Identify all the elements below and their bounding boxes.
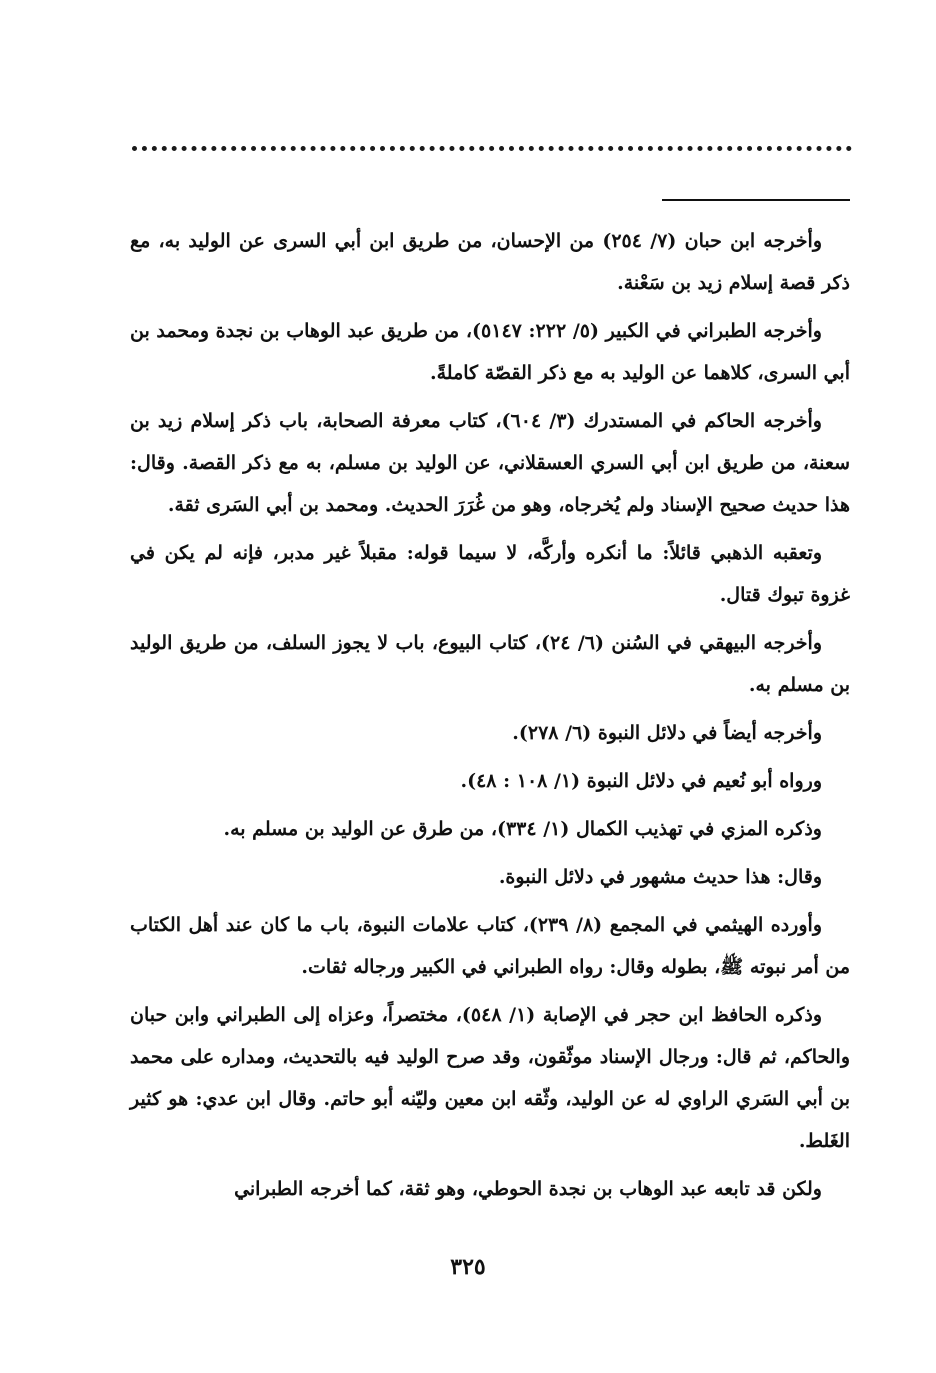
footnote-paragraph: وأخرجه أيضاً في دلائل النبوة (٦/ ٢٧٨). — [512, 722, 822, 744]
footnote-paragraph: وأخرجه البيهقي في السُنن (٦/ ٢٤)، كتاب البيوع، باب لا يجوز السلف، من طريق الوليد بن مسلم به. — [130, 632, 850, 696]
footnote-paragraph: وقال: هذا حديث مشهور في دلائل النبوة. — [498, 866, 822, 888]
footnote-paragraph: وأخرجه الحاكم في المستدرك (٣/ ٦٠٤)، كتاب معرفة الصحابة، باب ذكر إسلام زيد بن سعنة، من طريق ابن أبي السري العسقلاني، عن الوليد بن مسلم، به مع ذكر القصة. وقال: هذا حديث صحيح الإسناد ولم يُخرجاه، وهو من غُرَرَ الحديث. ومحمد بن أبي السَرى ثقة. — [130, 410, 850, 516]
footnote-paragraph: وأورده الهيثمي في المجمع (٨/ ٢٣٩)، كتاب علامات النبوة، باب ما كان عند أهل الكتاب من أمر نبوته ﷺ، بطوله وقال: رواه الطبراني في الكبير ورجاله ثقات. — [130, 914, 850, 978]
footnote-paragraph: ورواه أبو نُعيم في دلائل النبوة (١/ ١٠٨ : ٤٨). — [460, 770, 822, 792]
footnote-paragraph: وأخرجه الطبراني في الكبير (٥/ ٢٢٢: ٥١٤٧)، من طريق عبد الوهاب بن نجدة ومحمد بن أبي السرى، كلاهما عن الوليد به مع ذكر القصّة كاملةً. — [130, 320, 850, 384]
footnote-text-block — [130, 220, 850, 1216]
footnote-paragraph: ولكن قد تابعه عبد الوهاب بن نجدة الحوطي، وهو ثقة، كما أخرجه الطبراني — [234, 1178, 822, 1200]
footnote-separator-line — [662, 199, 850, 201]
footnote-paragraph: وذكره المزي في تهذيب الكمال (١/ ٣٣٤)، من طرق عن الوليد بن مسلم به. — [223, 818, 822, 840]
page-number: ٣٢٥ — [450, 1254, 486, 1280]
footnote-paragraph: وأخرجه ابن حبان (٧/ ٢٥٤) من الإحسان، من طريق ابن أبي السرى عن الوليد به، مع ذكر قصة إسلام زيد بن سَعْنة. — [130, 230, 850, 294]
dotted-separator — [132, 146, 852, 151]
footnote-paragraph: وذكره الحافظ ابن حجر في الإصابة (١/ ٥٤٨)، مختصراً، وعزاه إلى الطبراني وابن حبان والحاكم، ثم قال: ورجال الإسناد موثّقون، وقد صرح الوليد فيه بالتحديث، ومداره على محمد بن أبي السَري الراوي له عن الوليد، وثّقه ابن معين وليّنه أبو حاتم. وقال ابن عدي: هو كثير الغَلط. — [130, 1004, 850, 1152]
footnote-paragraph: وتعقبه الذهبي قائلاً: ما أنكره وأركَّه، لا سيما قوله: مقبلاً غير مدبر، فإنه لم يكن في غزوة تبوك قتال. — [130, 542, 850, 606]
